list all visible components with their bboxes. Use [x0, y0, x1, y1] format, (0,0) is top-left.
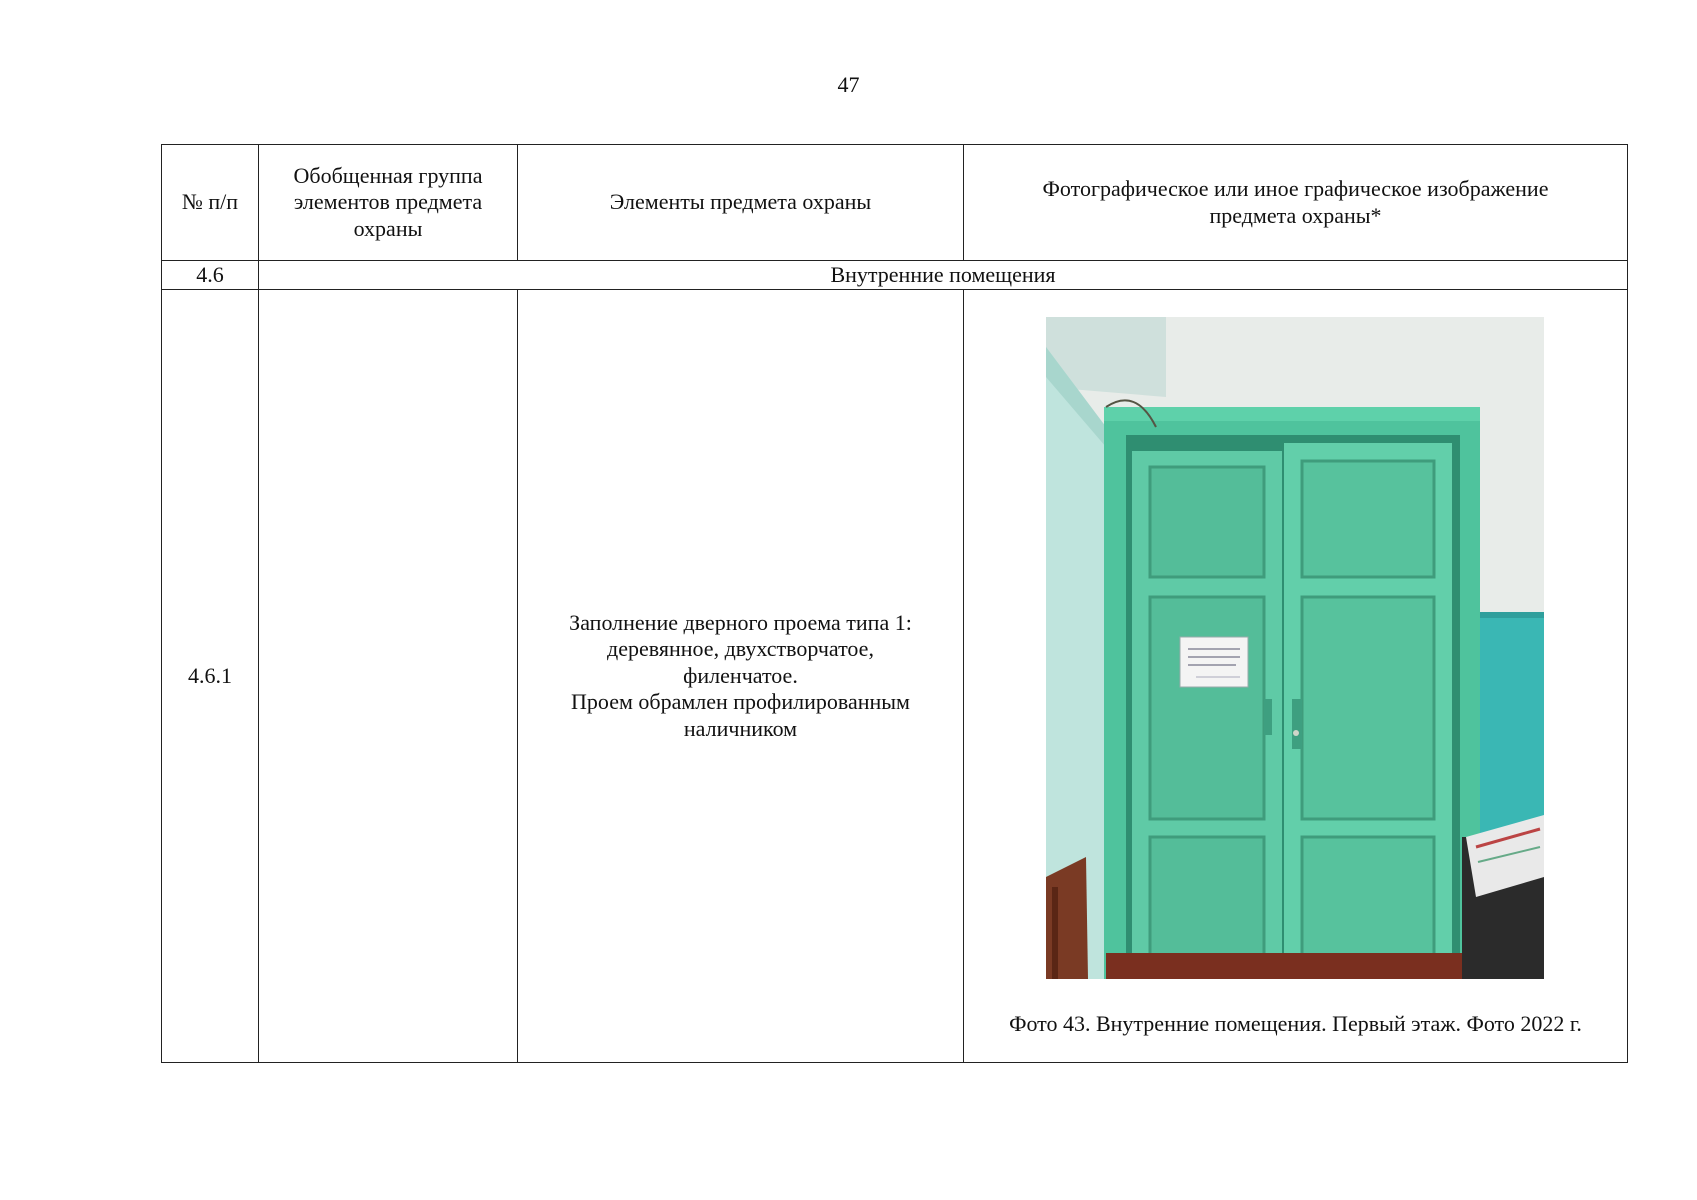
door-photo — [1046, 317, 1544, 979]
section-title: Внутренние помещения — [259, 261, 1628, 290]
header-group: Обобщенная группа элементов предмета охраны — [259, 145, 518, 261]
table-header-row — [162, 145, 1628, 261]
header-elements: Элементы предмета охраны — [518, 145, 964, 261]
row-photo-cell — [964, 290, 1628, 1063]
elements-line: деревянное, двухстворчатое, — [607, 636, 874, 662]
elements-line: Заполнение дверного проема типа 1: — [569, 610, 912, 636]
protection-table — [161, 144, 1628, 1063]
elements-line: Проем обрамлен профилированным — [571, 689, 910, 715]
section-number: 4.6 — [162, 261, 259, 290]
header-image: Фотографическое или иное графическое изображение предмета охраны* — [964, 145, 1628, 261]
header-num: № п/п — [162, 145, 259, 261]
photo-caption: Фото 43. Внутренние помещения. Первый этаж. Фото 2022 г. — [1009, 1011, 1582, 1036]
elements-line: филенчатое. — [683, 662, 798, 688]
row-group — [259, 290, 518, 1063]
page-number: 47 — [837, 72, 860, 97]
row-elements — [518, 290, 964, 1063]
row-number: 4.6.1 — [162, 290, 259, 1063]
elements-line: наличником — [683, 715, 798, 741]
table-row — [162, 290, 1628, 1063]
section-row — [162, 261, 1628, 290]
